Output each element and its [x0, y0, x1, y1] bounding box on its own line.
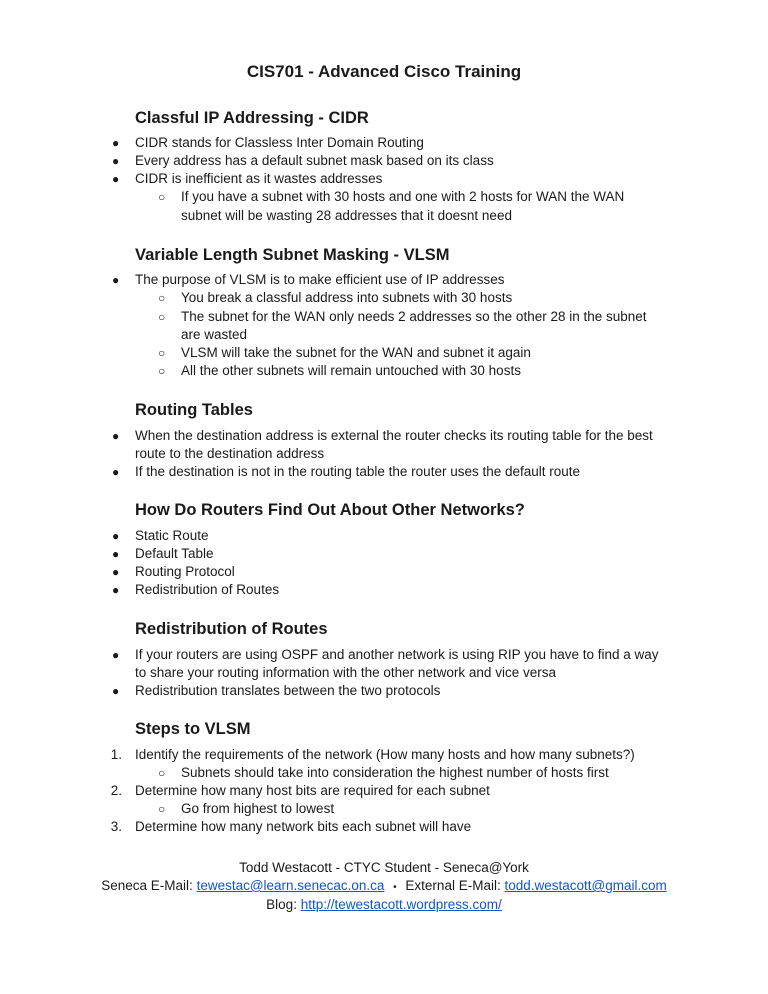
bullet-icon: ● — [112, 648, 120, 662]
blog-label: Blog: — [266, 897, 297, 912]
circle-bullet-icon: ○ — [158, 346, 166, 360]
circle-bullet-icon: ○ — [158, 190, 166, 204]
bullet-icon: ● — [112, 547, 120, 561]
list-item: CIDR is inefficient as it wastes addresses — [135, 171, 383, 186]
bullet-icon: ● — [112, 154, 120, 168]
list-item: Static Route — [135, 528, 209, 543]
bullet-icon: ● — [112, 565, 120, 579]
footer-author — [0, 859, 768, 877]
list-item: Routing Protocol — [135, 564, 235, 579]
seneca-email-link[interactable]: tewestac@learn.senecac.on.ca — [196, 878, 385, 893]
heading-vlsm: Variable Length Subnet Masking - VLSM — [135, 246, 450, 264]
bullet-icon: ● — [112, 172, 120, 186]
list-item: Redistribution translates between the two protocols — [135, 683, 441, 698]
sub-list-item: All the other subnets will remain untouched with 30 hosts — [181, 363, 521, 378]
list-item: CIDR stands for Classless Inter Domain Routing — [135, 135, 424, 150]
bullet-icon: ● — [112, 136, 120, 150]
heading-cidr: Classful IP Addressing - CIDR — [135, 109, 369, 127]
list-item: The purpose of VLSM is to make efficient use of IP addresses — [135, 272, 505, 287]
numbered-item: Identify the requirements of the network (How many hosts and how many subnets?) — [135, 747, 635, 762]
external-email-label: External E-Mail: — [405, 878, 501, 893]
circle-bullet-icon: ○ — [158, 802, 166, 816]
sub-list-item: You break a classful address into subnets with 30 hosts — [181, 290, 513, 305]
numbered-item: Determine how many network bits each subnet will have — [135, 819, 472, 834]
circle-bullet-icon: ○ — [158, 291, 166, 305]
list-item: When the destination address is external the router checks its routing table for the best — [135, 428, 653, 443]
list-number: 1. — [110, 747, 122, 762]
seneca-email-label: Seneca E-Mail: — [101, 878, 193, 893]
circle-bullet-icon: ○ — [158, 364, 166, 378]
page-title: CIS701 - Advanced Cisco Training — [246, 62, 522, 81]
heading-routing-tables: Routing Tables — [135, 401, 253, 419]
bullet-icon: ● — [112, 429, 120, 443]
heading-redistribution: Redistribution of Routes — [135, 620, 328, 638]
list-item: Redistribution of Routes — [135, 582, 280, 597]
footer-blog — [0, 896, 768, 914]
footer-author-text: Todd Westacott - CTYC Student - Seneca@York — [239, 860, 529, 875]
circle-bullet-icon: ○ — [158, 310, 166, 324]
list-item: If your routers are using OSPF and another network is using RIP you have to find a way — [135, 647, 659, 662]
blog-link[interactable]: http://tewestacott.wordpress.com/ — [300, 897, 502, 912]
sub-list-item: The subnet for the WAN only needs 2 addresses so the other 28 in the subnet — [181, 309, 647, 324]
list-item-continued: to share your routing information with the other network and vice versa — [135, 665, 556, 680]
numbered-item: Determine how many host bits are required for each subnet — [135, 783, 490, 798]
footer-emails — [0, 877, 768, 897]
sub-list-item: VLSM will take the subnet for the WAN and subnet it again — [181, 345, 531, 360]
bullet-icon: ● — [112, 529, 120, 543]
sub-list-item: Go from highest to lowest — [181, 801, 335, 816]
list-item: If the destination is not in the routing table the router uses the default route — [135, 464, 581, 479]
sub-list-item: If you have a subnet with 30 hosts and one with 2 hosts for WAN the WAN — [181, 189, 625, 204]
list-item: Every address has a default subnet mask based on its class — [135, 153, 494, 168]
bullet-icon: ● — [112, 273, 120, 287]
bullet-icon: ● — [112, 684, 120, 698]
list-item-continued: route to the destination address — [135, 446, 325, 461]
bullet-icon: ● — [112, 465, 120, 479]
bullet-icon: ● — [112, 583, 120, 597]
list-item: Default Table — [135, 546, 214, 561]
sub-list-item: Subnets should take into consideration the highest number of hosts first — [181, 765, 609, 780]
separator-dot: • — [393, 882, 397, 893]
external-email-link[interactable]: todd.westacott@gmail.com — [504, 878, 667, 893]
list-number: 3. — [110, 819, 122, 834]
sub-list-item-continued: subnet will be wasting 28 addresses that it doesnt need — [181, 208, 512, 223]
circle-bullet-icon: ○ — [158, 766, 166, 780]
heading-steps-vlsm: Steps to VLSM — [135, 720, 251, 738]
heading-find-networks: How Do Routers Find Out About Other Networks? — [135, 501, 525, 519]
sub-list-item-continued: are wasted — [181, 327, 248, 342]
list-number: 2. — [110, 783, 122, 798]
